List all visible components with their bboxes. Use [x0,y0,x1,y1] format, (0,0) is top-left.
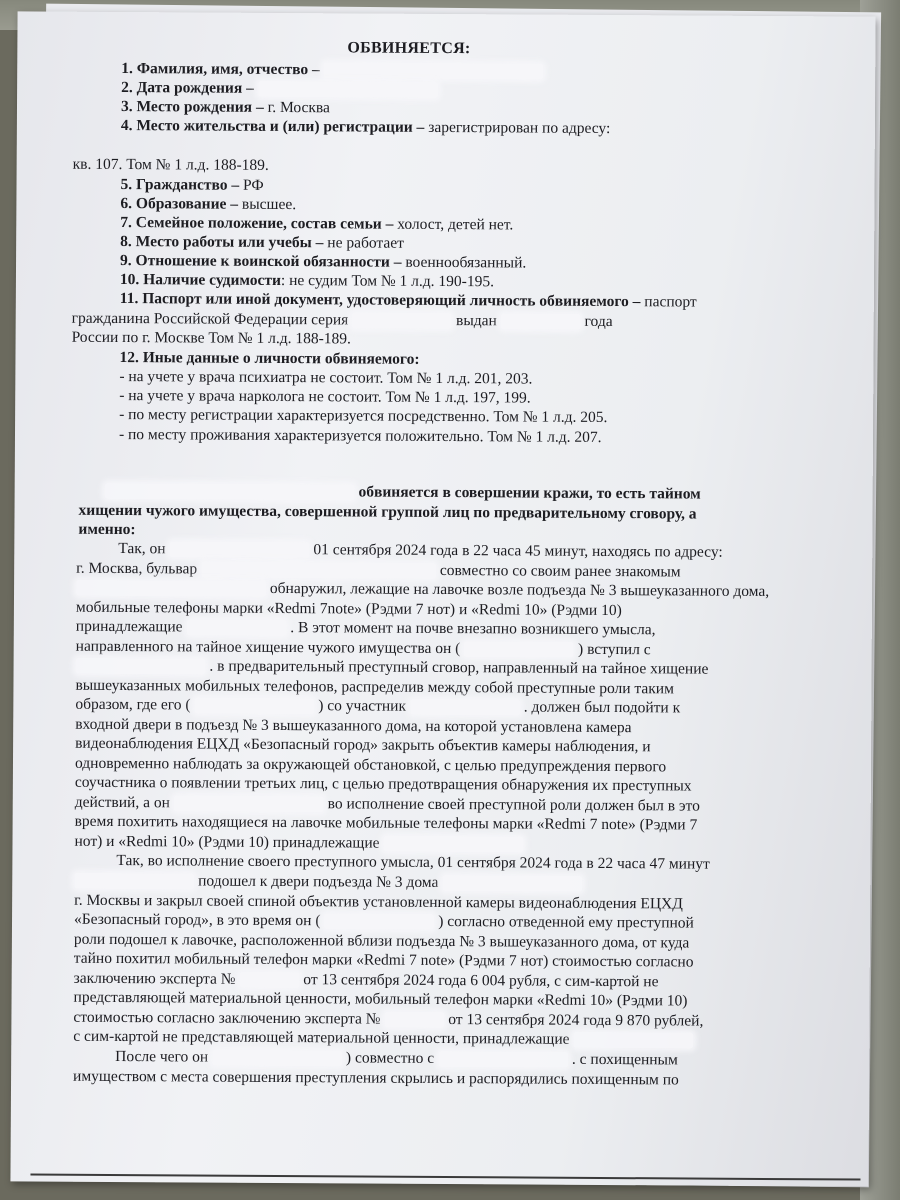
redaction [174,796,324,813]
charge-line-2: хищении чужого имущества, совершенной группой лиц по предварительному сговору, а [78,501,697,523]
redaction [438,1051,568,1068]
body-line: г. Москва, бульвар совместно со своим ранее знакомым [76,559,681,581]
body-line: «Безопасный город», в это время он ( ) согласно отведенной ему преступной [73,910,694,932]
document-page [10,11,875,1186]
body-line: одновременно наблюдать за окружающей обстановкой, с целью предупреждения первого [74,754,667,776]
body-line: принадлежащие . В этот момент на почве внезапно возникшего умысла, [75,617,656,639]
field-other-data: 12. Иные данные о личности обвиняемого: [119,349,420,368]
body-line: роли подошел к лавочке, расположенной вблизи подъезда № 3 вышеуказанного дома, от куда [73,930,690,952]
redaction [501,314,581,330]
body-line: с сим-картой не представляющей материальной ценности, принадлежащие [73,1028,693,1050]
field-passport-line3: России по г. Москве Том № 1 л.д. 188-189. [71,328,351,348]
redaction [212,1050,342,1067]
field-residence: 4. Место жительства и (или) регистрации – зарегистрирован по адресу: [120,117,611,138]
charge-line-3: именно: [78,520,136,539]
redaction [186,620,286,637]
body-line: образом, где его ( ) со участник . должен был подойти к [75,695,681,717]
field-full-name: 1. Фамилия, имя, отчество – [121,60,544,81]
body-line: стоимостью согласно заключению эксперта № от 13 сентября 2024 года 9 870 рублей, [73,1008,704,1030]
body-line: Так, во исполнение своего преступного умысла, 01 сентября 2024 года в 22 часа 47 минут [116,852,710,873]
body-line: подошел к двери подъезда № 3 дома [74,872,582,893]
other-data-item: - по месту регистрации характеризуется посредственно. Том № 1 л.д. 205. [119,406,608,427]
redaction [573,1032,693,1049]
body-line: нот) и «Redmi 10» (Рэдми 10) принадлежащие [74,833,523,854]
redaction [442,875,582,892]
field-citizenship: 5. Гражданство – РФ [120,176,264,194]
field-work: 8. Место работы или учебы – не работает [120,233,404,252]
redaction [410,699,520,716]
field-military: 9. Отношение к воинской обязанности – военнообязанный. [120,252,527,272]
field-passport: 11. Паспорт или иной документ, удостоверяющий личность обвиняемого – паспорт [119,290,697,311]
other-data-item: - на учете у врача психиатра не состоит. Том № 1 л.д. 201, 203. [119,368,533,388]
other-data-item: - на учете у врача нарколога не состоит. Том № 1 л.д. 197, 199. [119,387,531,407]
field-birth-date: 2. Дата рождения – [121,79,438,99]
redaction [76,658,206,675]
redaction [324,63,544,80]
body-line: Так, он 01 сентября 2024 года в 22 часа 45 минут, находясь по адресу: [118,540,723,561]
redaction [383,836,523,853]
redaction [239,972,299,988]
body-line: тайно похитил мобильный телефон марки «Redmi 7 note» (Рэдми 7 нот) стоимостью согласно [73,949,694,971]
body-line: направленного на тайное хищение чужого имущества он ( ) вступил с [75,637,651,659]
body-line: вышеуказанных мобильных телефонов, распределив между собой преступные роли таким [75,676,674,698]
body-line: мобильные телефоны марки «Redmi 7note» (Рэдми 7 нот) и «Redmi 10» (Рэдми 10) [75,598,622,620]
body-line: г. Москвы и закрыл своей спиной объектив установленной камеры видеонаблюдения ЕЦХД [74,891,683,913]
body-line: имуществом с места совершения преступления скрылись и распорядились похищенным по [73,1067,679,1089]
field-family: 7. Семейное положение, состав семьи – холост, детей нет. [120,214,514,234]
body-line: . в предварительный преступный сговор, направленный на тайное хищение [76,657,709,679]
document-title: ОБВИНЯЕТСЯ: [347,39,471,58]
body-line: соучастника о появлении третьих лиц, с целью предотвращения обнаружения их преступных [74,773,692,795]
body-line: заключению эксперта № от 13 сентября 2024 года 6 004 рубля, с сим-картой не [73,969,659,991]
charge-line-1: обвиняется в совершении кражи, то есть тайном [105,482,701,504]
redaction [194,698,314,715]
redaction [76,580,266,597]
body-line: действий, а он во исполнение своей преступной роли должен был в это [74,793,700,815]
body-line: После чего он ) совместно с . с похищенным [115,1048,678,1069]
redaction [201,562,436,579]
field-residence-cont: кв. 107. Том № 1 л.д. 188-189. [72,155,269,174]
redaction [169,542,309,559]
field-birth-place: 3. Место рождения – г. Москва [120,98,330,117]
body-line: время похитить находящиеся на лавочке мобильные телефоны марки «Redmi 7 note» (Рэдми 7 [74,812,698,834]
redaction [105,483,355,501]
field-education: 6. Образование – высшее. [120,195,297,214]
redaction [464,642,574,659]
redaction [384,1012,444,1028]
body-line: обнаружил, лежащие на лавочке возле подъезда № 3 вышеуказанного дома, [76,579,769,601]
redaction [324,914,434,931]
other-data-item: - по месту проживания характеризуется положительно. Том № 1 л.д. 207. [118,426,602,446]
redaction [352,313,452,330]
redaction [74,873,194,890]
page-bottom-edge [30,1173,860,1180]
field-passport-line2: гражданина Российской Федерации серия выдан года [71,309,613,331]
body-line: входной двери в подъезд № 3 вышеуказанного дома, на которой установлена камера [75,715,632,737]
body-line: видеонаблюдения ЕЦХД «Безопасный город» закрыть объектив камеры наблюдения, и [75,734,651,756]
body-line: представляющей материальной ценности, мобильный телефон марки «Redmi 10» (Рэдми 10) [73,988,688,1010]
redaction [258,81,438,98]
field-criminal-record: 10. Наличие судимости: не судим Том № 1 л.д. 190-195. [119,271,495,291]
